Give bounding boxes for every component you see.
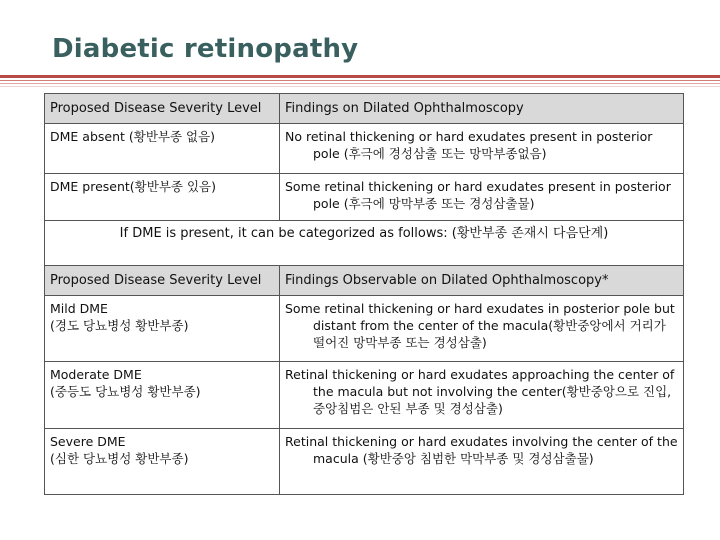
category-note: If DME is present, it can be categorized as follows: (황반부종 존재시 다음단계) (45, 221, 684, 266)
table-row (45, 429, 684, 495)
severity-level-cell: DME present(황반부종 있음) (45, 174, 280, 221)
header-cell: Proposed Disease Severity Level (45, 266, 280, 296)
title-divider-line (0, 80, 720, 81)
header-cell: Findings Observable on Dilated Ophthalmoscopy* (280, 266, 684, 296)
severity-level-cell (45, 362, 280, 429)
finding-cell (280, 362, 684, 429)
finding-text: No retinal thickening or hard exudates present in posterior pole (후극에 경성삼출 또는 망막부종없음) (285, 129, 653, 161)
finding-cell (280, 296, 684, 362)
category-note-row (45, 221, 684, 266)
finding-cell (280, 124, 684, 174)
severity-level-cell (45, 429, 280, 495)
severity-level-cell: DME absent (황반부종 없음) (45, 124, 280, 174)
severity-level-name: Severe DME (50, 434, 126, 449)
severity-level-korean: (중등도 당뇨병성 황반부종) (50, 384, 201, 399)
table-row (45, 362, 684, 429)
title-divider-line (0, 83, 720, 84)
severity-level-korean: (경도 당뇨병성 황반부종) (50, 318, 189, 333)
finding-cell (280, 174, 684, 221)
finding-text: Some retinal thickening or hard exudates in posterior pole but distant from the center of the macula(황반중앙에서 거리가 떨어진 망막부종 또는 경성삼출) (285, 301, 675, 350)
finding-text: Retinal thickening or hard exudates involving the center of the macula (황반중앙 침범한 막막부종 및 경성삼출물) (285, 434, 678, 466)
header-cell: Proposed Disease Severity Level (45, 94, 280, 124)
finding-text: Some retinal thickening or hard exudates present in posterior pole (후극에 망막부종 또는 경성삼출물) (285, 179, 671, 211)
table-header-row (45, 266, 684, 296)
finding-cell (280, 429, 684, 495)
table-row (45, 296, 684, 362)
severity-level-name: Moderate DME (50, 367, 142, 382)
table-row (45, 174, 684, 221)
table-header-row (45, 94, 684, 124)
severity-table (44, 93, 684, 495)
slide-title: Diabetic retinopathy (52, 34, 359, 64)
finding-text: Retinal thickening or hard exudates approaching the center of the macula but not involving the center(황반중앙으로 진입, 중앙침범은 안된 부종 및 경성삼출) (285, 367, 675, 416)
header-cell: Findings on Dilated Ophthalmoscopy (280, 94, 684, 124)
title-divider-line (0, 86, 720, 87)
table-row (45, 124, 684, 174)
severity-level-korean: (심한 당뇨병성 황반부종) (50, 451, 189, 466)
severity-level-cell (45, 296, 280, 362)
severity-level-name: Mild DME (50, 301, 108, 316)
title-divider (0, 75, 720, 78)
